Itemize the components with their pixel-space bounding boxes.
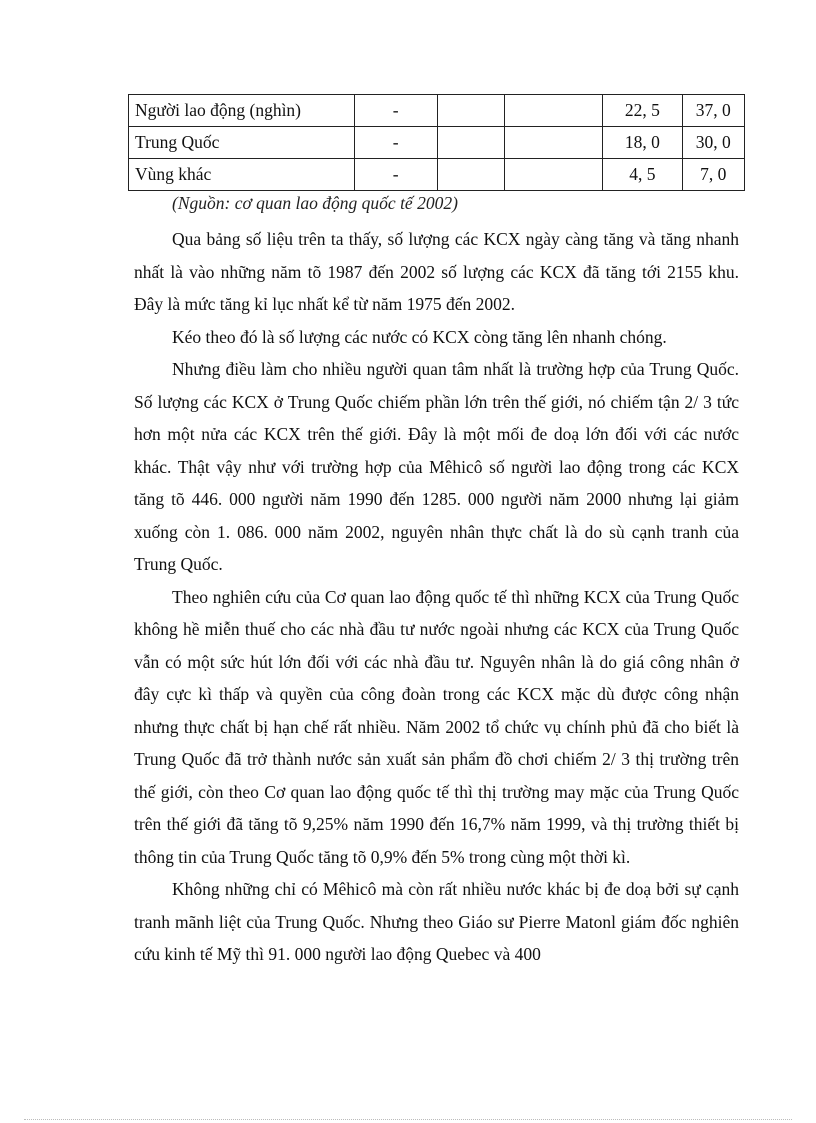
table-cell: [437, 95, 504, 127]
table-cell: [504, 127, 602, 159]
row-label: Người lao động (nghìn): [129, 95, 355, 127]
table-row: [129, 95, 745, 127]
row-label: Trung Quốc: [129, 127, 355, 159]
table-cell: -: [354, 95, 437, 127]
paragraph: Kéo theo đó là số lượng các nước có KCX còng tăng lên nhanh chóng.: [172, 326, 667, 347]
paragraph: Qua bảng số liệu trên ta thấy, số lượng các KCX ngày càng tăng và tăng nhanh nhất là vào những năm tõ 1987 đến 2002 số lượng các KCX đã tăng tới 2155 khu. Đây là mức tăng kỉ lục nhất kể từ năm 1975 đến 2002.: [134, 229, 739, 314]
table-cell: -: [354, 127, 437, 159]
statistics-table: [128, 94, 745, 191]
row-label: Vùng khác: [129, 159, 355, 191]
table-cell: [437, 127, 504, 159]
table-cell: -: [354, 159, 437, 191]
table-cell: 18, 0: [603, 127, 682, 159]
table-cell: [504, 159, 602, 191]
table-cell: 4, 5: [603, 159, 682, 191]
body-text: [134, 223, 739, 971]
table-cell: 22, 5: [603, 95, 682, 127]
paragraph: Theo nghiên cứu của Cơ quan lao động quốc tế thì những KCX của Trung Quốc không hề miễn thuế cho các nhà đầu tư nước ngoài nhưng các KCX của Trung Quốc vẫn có một sức hút lớn đối với các nhà đầu tư. Nguyên nhân là do giá công nhân ở đây cực kì thấp và quyền của công đoàn trong các KCX mặc dù được công nhận nhưng thực chất bị hạn chế rất nhiều. Năm 2002 tổ chức vụ chính phủ đã cho biết là Trung Quốc đã trở thành nước sản xuất sản phẩm đồ chơi chiếm 2/ 3 thị trường trên thế giới, còn theo Cơ quan lao động quốc tế thì thị trường may mặc của Trung Quốc trên thế giới đã tăng tõ 9,25% năm 1990 đến 16,7% năm 1999, và thị trường thiết bị thông tin của Trung Quốc tăng tõ 0,9% đến 5% trong cùng một thời kì.: [134, 586, 739, 867]
table-cell: [504, 95, 602, 127]
page-bottom-divider: [24, 1119, 792, 1120]
paragraph: Không những chỉ có Mêhicô mà còn rất nhiều nước khác bị đe doạ bởi sự cạnh tranh mãnh liệt của Trung Quốc. Nhưng theo Giáo sư Pierre Matonl giám đốc nghiên cứu kinh tế Mỹ thì 91. 000 người lao động Quebec và 400: [134, 879, 739, 964]
table-cell: 37, 0: [682, 95, 744, 127]
table-cell: 30, 0: [682, 127, 744, 159]
table-row: [129, 159, 745, 191]
paragraph: Nhưng điều làm cho nhiều người quan tâm nhất là trường hợp của Trung Quốc. Số lượng các KCX ở Trung Quốc chiếm phần lớn trên thế giới, nó chiếm tận 2/ 3 tức hơn một nửa các KCX trên thế giới. Đây là một mối đe doạ lớn đối với các nước khác. Thật vậy như với trường hợp của Mêhicô số người lao động trong các KCX tăng tõ 446. 000 người năm 1990 đến 1285. 000 người năm 2000 nhưng lại giảm xuống còn 1. 086. 000 năm 2002, nguyên nhân thực chất là do sù cạnh tranh của Trung Quốc.: [134, 359, 739, 574]
table-row: [129, 127, 745, 159]
source-note: (Nguồn: cơ quan lao động quốc tế 2002): [172, 193, 458, 213]
table-cell: 7, 0: [682, 159, 744, 191]
table-cell: [437, 159, 504, 191]
